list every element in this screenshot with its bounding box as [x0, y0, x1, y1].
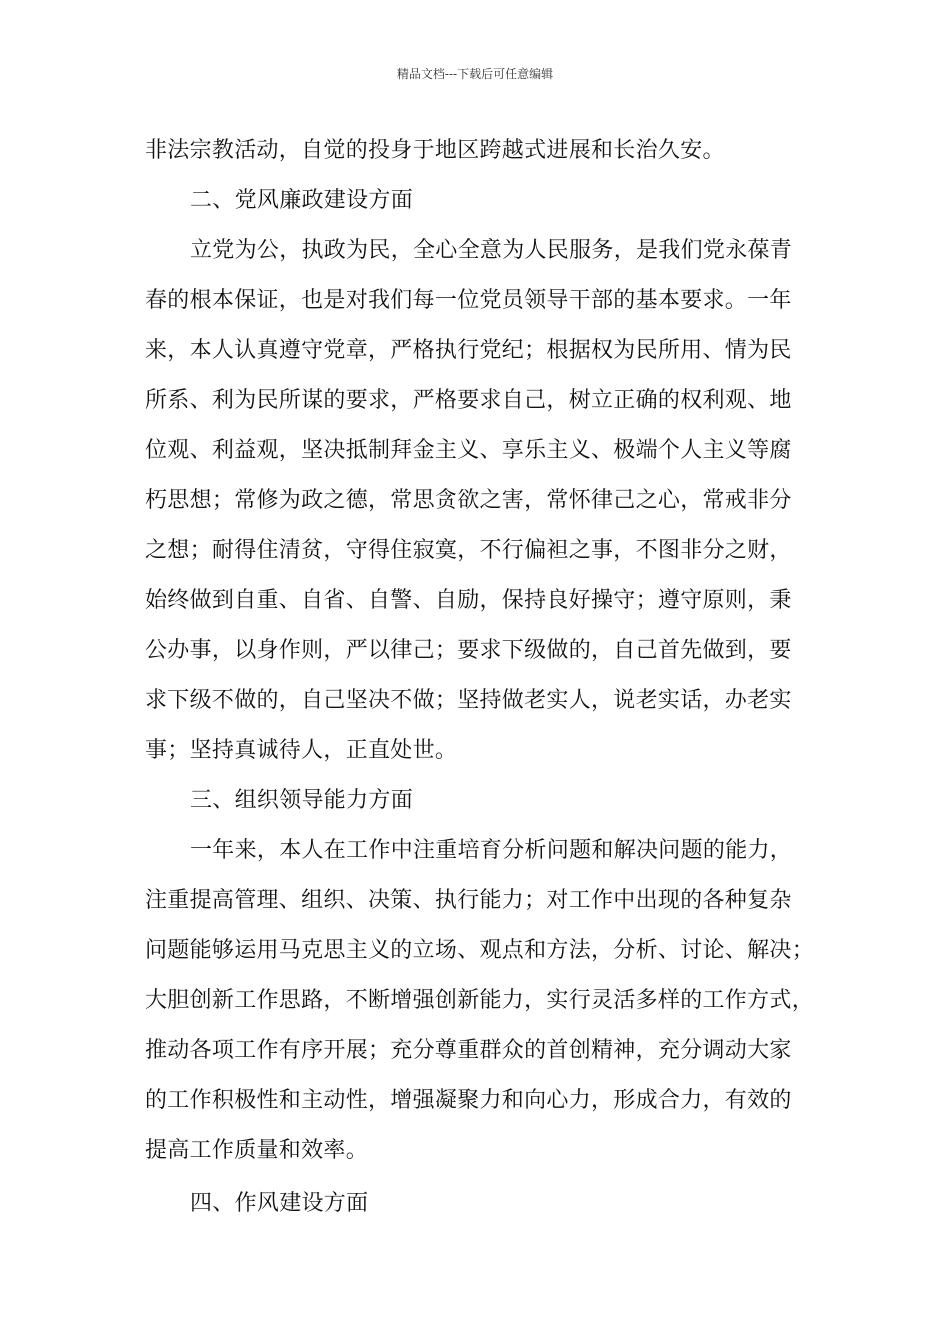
- paragraph-line: 始终做到自重、自省、自警、自励，保持良好操守；遵守原则，秉: [145, 588, 792, 613]
- paragraph-line: 一年来，本人在工作中注重培育分析问题和解决问题的能力，: [190, 838, 793, 863]
- paragraph-line: 的工作积极性和主动性，增强凝聚力和向心力，形成合力，有效的: [145, 1088, 792, 1113]
- paragraph-line: 立党为公，执政为民，全心全意为人民服务，是我们党永葆青: [190, 238, 793, 263]
- paragraph-line: 来，本人认真遵守党章，严格执行党纪；根据权为民所用、情为民: [145, 338, 792, 363]
- paragraph-line: 事；坚持真诚待人，正直处世。: [145, 738, 458, 763]
- section-heading-2: 二、党风廉政建设方面: [190, 188, 414, 213]
- paragraph-line: 非法宗教活动，自觉的投身于地区跨越式进展和长治久安。: [145, 138, 725, 163]
- paragraph-line: 推动各项工作有序开展；充分尊重群众的首创精神，充分调动大家: [145, 1038, 792, 1063]
- paragraph-line: 之想；耐得住清贫，守得住寂寞，不行偏袒之事，不图非分之财，: [145, 538, 792, 563]
- paragraph-line: 提高工作质量和效率。: [145, 1138, 369, 1163]
- paragraph-line: 朽思想；常修为政之德，常思贪欲之害，常怀律己之心，常戒非分: [145, 488, 792, 513]
- paragraph-line: 注重提高管理、组织、决策、执行能力；对工作中出现的各种复杂: [145, 888, 792, 913]
- paragraph-line: 问题能够运用马克思主义的立场、观点和方法，分析、讨论、解决；: [145, 938, 815, 963]
- document-body: [145, 126, 825, 1231]
- paragraph-line: 春的根本保证，也是对我们每一位党员领导干部的基本要求。一年: [145, 288, 792, 313]
- section-heading-3: 三、组织领导能力方面: [190, 788, 414, 813]
- paragraph-line: 大胆创新工作思路，不断增强创新能力，实行灵活多样的工作方式，: [145, 988, 815, 1013]
- paragraph-line: 求下级不做的，自己坚决不做；坚持做老实人，说老实话，办老实: [145, 688, 792, 713]
- paragraph-line: 公办事，以身作则，严以律己；要求下级做的，自己首先做到，要: [145, 638, 792, 663]
- paragraph-line: 位观、利益观，坚决抵制拜金主义、享乐主义、极端个人主义等腐: [145, 438, 792, 463]
- paragraph-line: 所系、利为民所谋的要求，严格要求自己，树立正确的权利观、地: [145, 388, 792, 413]
- page-header: 精品文档---下载后可任意编辑: [396, 67, 554, 81]
- section-heading-4: 四、作风建设方面: [190, 1191, 369, 1216]
